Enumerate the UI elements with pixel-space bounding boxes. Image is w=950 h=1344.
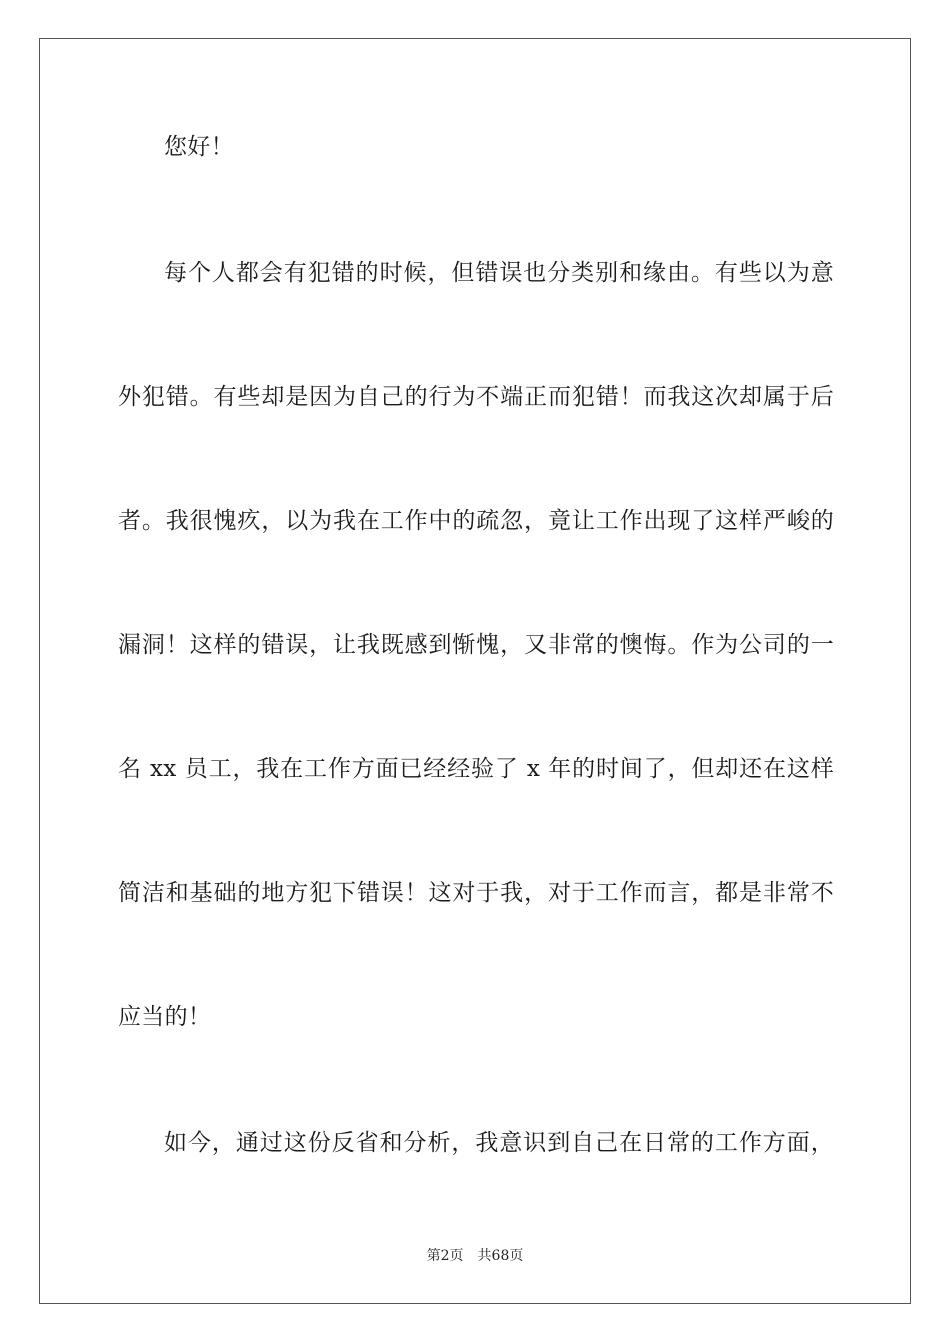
page-border [39,38,911,1304]
paragraph-1-line-7: 应当的！ [118,1004,212,1030]
paragraph-1-line-6: 简洁和基础的地方犯下错误！这对于我，对于工作而言，都是非常不 [118,880,834,906]
current-page-number: 第2页 [426,1248,464,1264]
salutation: 您好！ [164,134,234,160]
paragraph-1-line-4: 漏洞！这样的错误，让我既感到惭愧，又非常的懊悔。作为公司的一 [118,632,834,658]
paragraph-2-line-1: 如今，通过这份反省和分析，我意识到自己在日常的工作方面， [164,1130,834,1156]
total-pages: 共68页 [477,1248,524,1264]
paragraph-1-line-5: 名 xx 员工，我在工作方面已经经验了 x 年的时间了，但却还在这样 [118,756,834,782]
paragraph-1-line-3: 者。我很愧疚，以为我在工作中的疏忽，竟让工作出现了这样严峻的 [118,508,834,534]
paragraph-1-line-2: 外犯错。有些却是因为自己的行为不端正而犯错！而我这次却属于后 [118,384,834,410]
page-footer [0,1247,950,1265]
paragraph-1-line-1: 每个人都会有犯错的时候，但错误也分类别和缘由。有些以为意 [164,260,834,286]
